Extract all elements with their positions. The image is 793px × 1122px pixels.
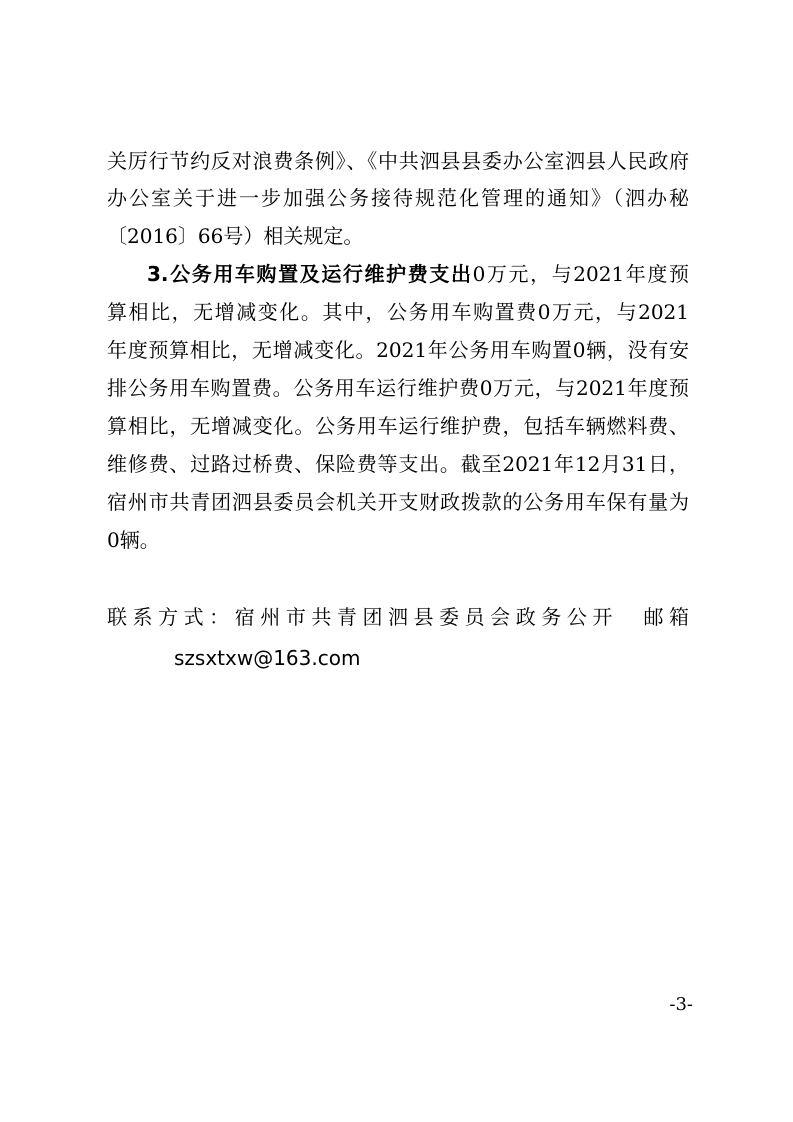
body-line-7: 排公务用车购置费。公务用车运行维护费0万元，与2021年度预 xyxy=(107,376,689,400)
body-line-1: 关厉行节约反对浪费条例》、《中共泗县县委办公室泗县人民政府 xyxy=(107,149,689,173)
contact-email: szsxtxw@163.com xyxy=(174,646,361,670)
body-line-5: 算相比，无增减变化。其中，公务用车购置费0万元，与2021 xyxy=(107,300,689,324)
body-line-9: 维修费、过路过桥费、保险费等支出。截至2021年12月31日， xyxy=(107,452,689,476)
body-line-11: 0辆。 xyxy=(107,528,160,552)
body-line-10: 宿州市共青团泗县委员会机关开支财政拨款的公务用车保有量为 xyxy=(107,490,689,514)
body-line-2: 办公室关于进一步加强公务接待规范化管理的通知》（泗办秘 xyxy=(107,186,689,210)
page-number: -3- xyxy=(669,994,693,1015)
section-3-first-line xyxy=(147,259,689,289)
body-line-3: 〔2016〕66号）相关规定。 xyxy=(107,224,364,248)
body-line-8: 算相比，无增减变化。公务用车运行维护费，包括车辆燃料费、 xyxy=(107,414,689,438)
section-heading: 3.公务用车购置及运行维护费支出 xyxy=(147,262,473,286)
section-3-first-line-text: 0万元，与2021年度预 xyxy=(472,262,690,286)
body-line-6: 年度预算相比，无增减变化。2021年公务用车购置0辆，没有安 xyxy=(107,338,689,362)
contact-line: 联系方式：宿州市共青团泗县委员会政务公开 邮箱 xyxy=(107,605,689,629)
